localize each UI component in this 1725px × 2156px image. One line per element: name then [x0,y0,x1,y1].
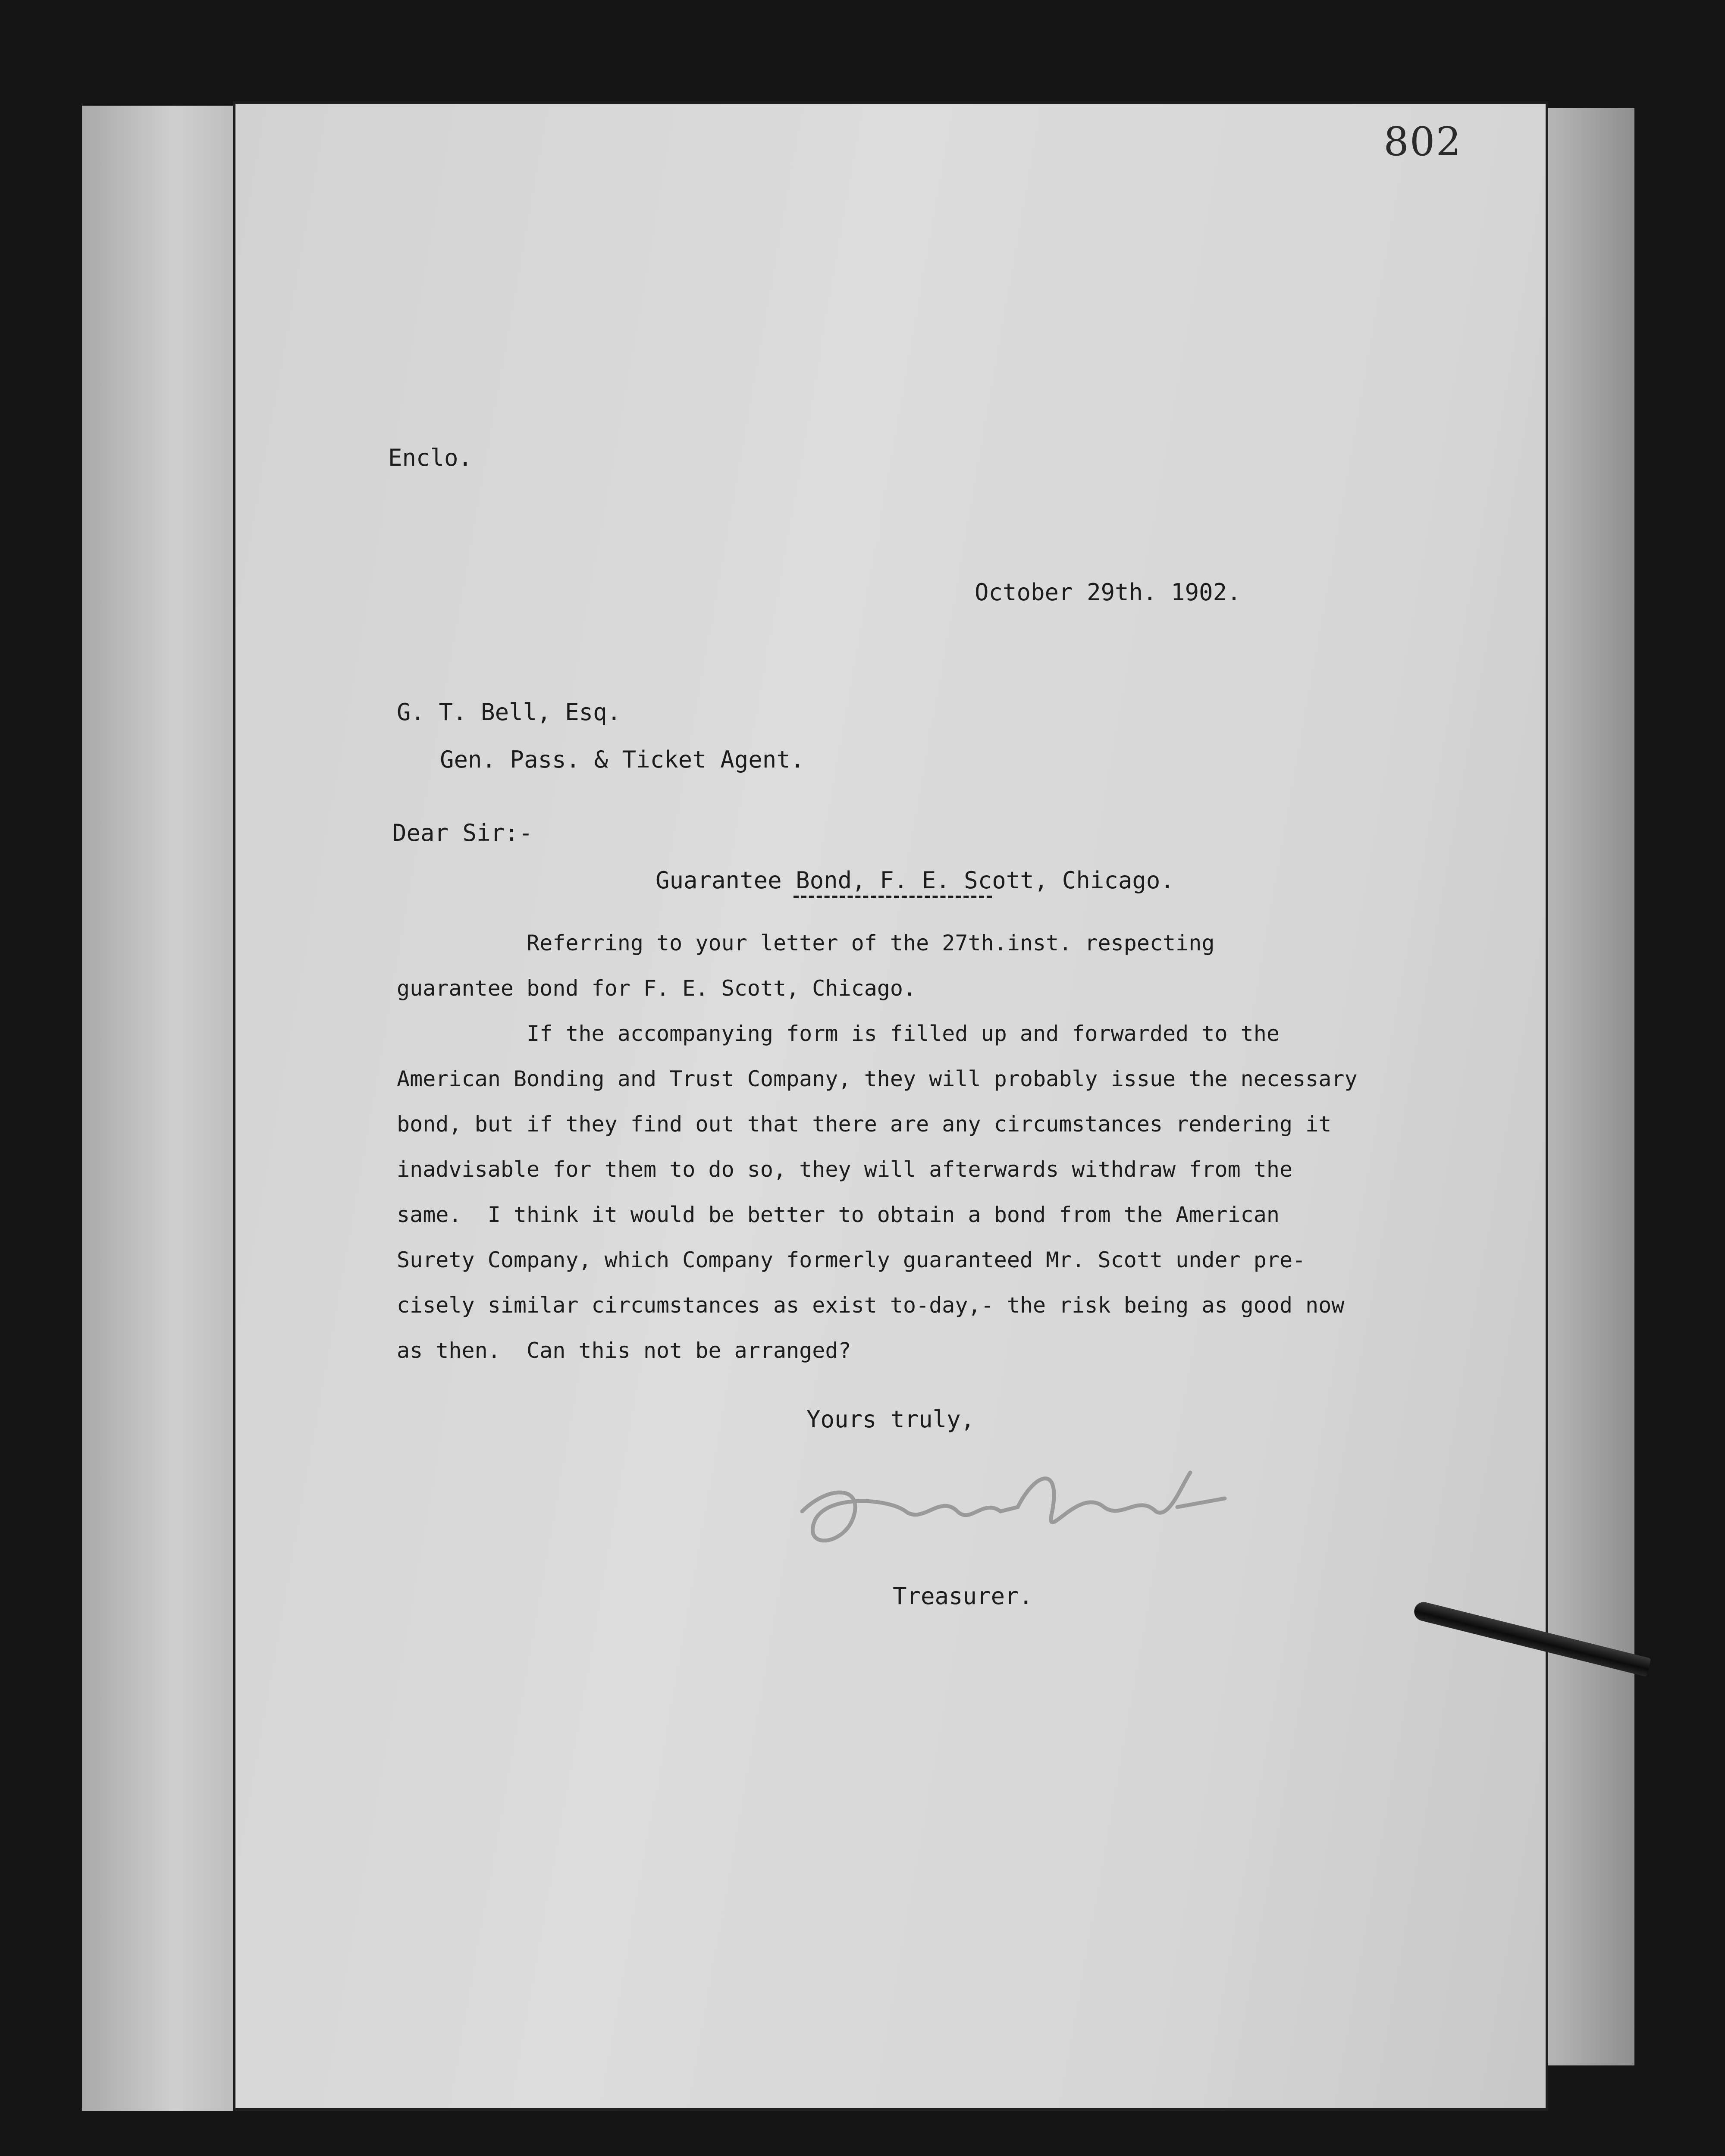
addressee-name: G. T. Bell, Esq. [397,699,621,726]
salutation: Dear Sir:- [392,819,533,846]
closing: Yours truly, [806,1406,975,1433]
body-line: inadvisable for them to do so, they will afterwards withdraw from the [397,1157,1293,1182]
body-line: as then. Can this not be arranged? [397,1338,851,1363]
body-line: cisely similar circumstances as exist to-day,- the risk being as good now [397,1293,1345,1318]
subject-line: Guarantee Bond, F. E. Scott, Chicago. [656,867,1174,894]
body-line: If the accompanying form is filled up and forwarded to the [397,1021,1280,1046]
page-number: 802 [1383,119,1462,165]
letter-date: October 29th. 1902. [975,579,1241,606]
body-line: American Bonding and Trust Company, they will probably issue the necessary [397,1066,1358,1091]
signer-title: Treasurer. [893,1583,1033,1610]
body-line: same. I think it would be better to obtain a bond from the American [397,1202,1280,1227]
body-line: guarantee bond for F. E. Scott, Chicago. [397,976,916,1001]
body-line: bond, but if they find out that there are any circumstances rendering it [397,1112,1332,1137]
addressee-title: Gen. Pass. & Ticket Agent. [440,746,805,773]
handwritten-signature [776,1447,1251,1559]
letter-body [397,921,1449,1373]
letter-page [233,101,1548,2111]
body-line: Surety Company, which Company formerly guaranteed Mr. Scott under pre- [397,1247,1306,1272]
subject-underline [794,896,992,898]
enclosure-note: Enclo. [388,444,473,471]
body-line: Referring to your letter of the 27th.inst. respecting [397,931,1215,956]
underlying-page-left [82,106,237,2111]
